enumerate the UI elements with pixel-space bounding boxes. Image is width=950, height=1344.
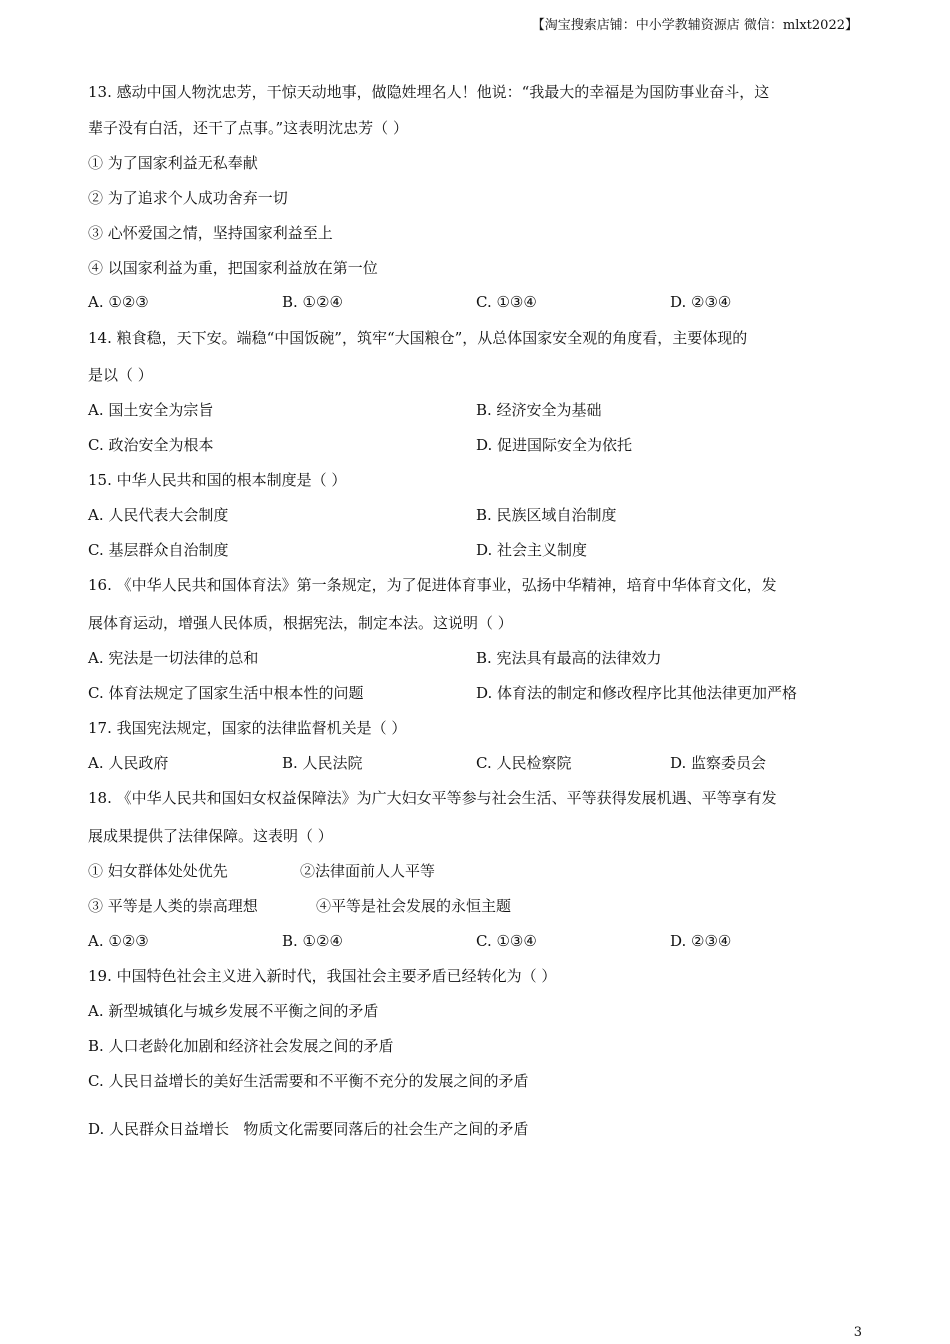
q16-stem-line1: 16. 《中华人民共和国体育法》第一条规定，为了促进体育事业，弘扬中华精神，培育中华体育文化，发 xyxy=(88,576,777,594)
q18-option-a: A. ①②③ xyxy=(88,932,149,950)
q18-statement-2: ②法律面前人人平等 xyxy=(300,862,436,880)
q15-option-d: D. 社会主义制度 xyxy=(476,541,588,559)
q18-statement-1: ① 妇女群体处处优先 xyxy=(88,862,228,880)
q18-option-d: D. ②③④ xyxy=(670,932,732,950)
q17-option-a: A. 人民政府 xyxy=(88,754,169,772)
q16-option-b: B. 宪法具有最高的法律效力 xyxy=(476,649,662,667)
q17-option-c: C. 人民检察院 xyxy=(476,754,572,772)
q15-stem: 15. 中华人民共和国的根本制度是（ ） xyxy=(88,471,347,489)
q17-stem: 17. 我国宪法规定，国家的法律监督机关是（ ） xyxy=(88,719,407,737)
page-number: 3 xyxy=(853,1325,862,1340)
q13-statement-1: ① 为了国家利益无私奉献 xyxy=(88,154,258,172)
q17-option-b: B. 人民法院 xyxy=(282,754,363,772)
q14-option-a: A. 国土安全为宗旨 xyxy=(88,401,214,419)
q15-option-b: B. 民族区域自治制度 xyxy=(476,506,617,524)
q13-option-c: C. ①③④ xyxy=(476,293,537,311)
q18-stem-line1: 18. 《中华人民共和国妇女权益保障法》为广大妇女平等参与社会生活、平等获得发展机遇、平等享有发 xyxy=(88,789,777,807)
q19-option-a: A. 新型城镇化与城乡发展不平衡之间的矛盾 xyxy=(88,1002,379,1020)
q16-stem-line2: 展体育运动，增强人民体质，根据宪法，制定本法。这说明（ ） xyxy=(88,614,513,632)
q14-stem-line2: 是以（ ） xyxy=(88,366,153,384)
q14-stem-line1: 14. 粮食稳，天下安。端稳“中国饭碗”，筑牢“大国粮仓”，从总体国家安全观的角度看，主要体现的 xyxy=(88,329,748,347)
q13-statement-2: ② 为了追求个人成功舍弃一切 xyxy=(88,189,288,207)
q13-stem-line1: 13. 感动中国人物沈忠芳，干惊天动地事，做隐姓埋名人！他说：“我最大的幸福是为国防事业奋斗，这 xyxy=(88,83,770,101)
q16-option-c: C. 体育法规定了国家生活中根本性的问题 xyxy=(88,684,364,702)
q14-option-d: D. 促进国际安全为依托 xyxy=(476,436,633,454)
q18-option-b: B. ①②④ xyxy=(282,932,343,950)
q13-option-b: B. ①②④ xyxy=(282,293,343,311)
page-header: 【淘宝搜索店铺：中小学教辅资源店 微信：mlxt2022】 xyxy=(531,18,858,33)
q13-statement-4: ④ 以国家利益为重，把国家利益放在第一位 xyxy=(88,259,378,277)
q18-statement-3: ③ 平等是人类的崇高理想 xyxy=(88,897,258,915)
q13-statement-3: ③ 心怀爱国之情，坚持国家利益至上 xyxy=(88,224,333,242)
q18-stem-line2: 展成果提供了法律保障。这表明（ ） xyxy=(88,827,333,845)
q17-option-d: D. 监察委员会 xyxy=(670,754,767,772)
q19-stem: 19. 中国特色社会主义进入新时代，我国社会主要矛盾已经转化为（ ） xyxy=(88,967,557,985)
q14-option-c: C. 政治安全为根本 xyxy=(88,436,214,454)
q14-option-b: B. 经济安全为基础 xyxy=(476,401,602,419)
q15-option-a: A. 人民代表大会制度 xyxy=(88,506,229,524)
q13-option-a: A. ①②③ xyxy=(88,293,149,311)
q16-option-d: D. 体育法的制定和修改程序比其他法律更加严格 xyxy=(476,684,798,702)
q15-option-c: C. 基层群众自治制度 xyxy=(88,541,229,559)
q19-option-c: C. 人民日益增长的美好生活需要和不平衡不充分的发展之间的矛盾 xyxy=(88,1072,529,1090)
q16-option-a: A. 宪法是一切法律的总和 xyxy=(88,649,259,667)
q19-option-b: B. 人口老龄化加剧和经济社会发展之间的矛盾 xyxy=(88,1037,394,1055)
q18-option-c: C. ①③④ xyxy=(476,932,537,950)
q13-stem-line2: 辈子没有白活，还干了点事。”这表明沈忠芳（ ） xyxy=(88,119,408,137)
q18-statement-4: ④平等是社会发展的永恒主题 xyxy=(316,897,512,915)
q19-option-d: D. 人民群众日益增长 物质文化需要同落后的社会生产之间的矛盾 xyxy=(88,1120,529,1138)
q13-option-d: D. ②③④ xyxy=(670,293,732,311)
